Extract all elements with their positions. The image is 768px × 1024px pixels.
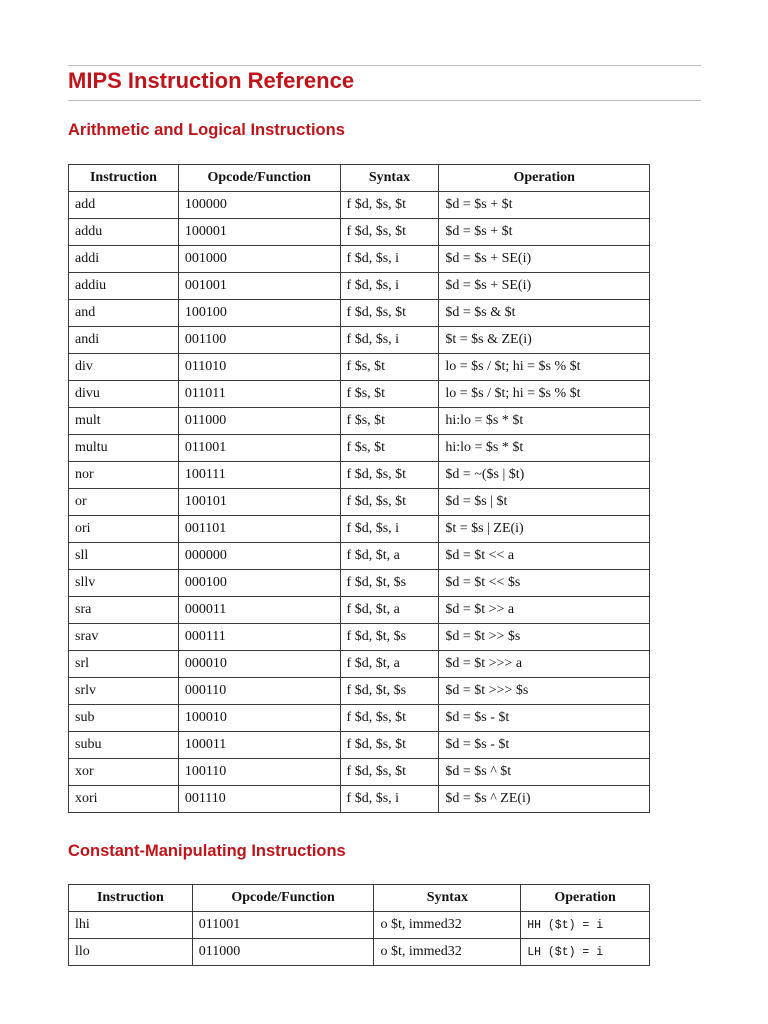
instruction-cell: or — [69, 489, 179, 516]
arithmetic-table-body — [69, 192, 650, 813]
table-row — [69, 219, 650, 246]
constant-table-body — [69, 912, 650, 966]
table-row — [69, 516, 650, 543]
operation-cell: lo = $s / $t; hi = $s % $t — [439, 354, 650, 381]
syntax-cell: f $d, $s, $t — [340, 489, 439, 516]
table-header-row — [69, 885, 650, 912]
column-header: Instruction — [69, 885, 193, 912]
opcode-cell: 011010 — [178, 354, 340, 381]
table-row — [69, 543, 650, 570]
table-row — [69, 705, 650, 732]
instruction-cell: sub — [69, 705, 179, 732]
operation-cell: HH ($t) = i — [521, 912, 650, 939]
instruction-cell: sll — [69, 543, 179, 570]
syntax-cell: f $d, $s, i — [340, 516, 439, 543]
instruction-cell: lhi — [69, 912, 193, 939]
table-row — [69, 651, 650, 678]
table-row — [69, 273, 650, 300]
instruction-cell: sllv — [69, 570, 179, 597]
syntax-cell: f $d, $s, $t — [340, 300, 439, 327]
table-row — [69, 327, 650, 354]
syntax-cell: f $s, $t — [340, 408, 439, 435]
instruction-cell: xor — [69, 759, 179, 786]
operation-cell: $d = $s + $t — [439, 219, 650, 246]
opcode-cell: 000100 — [178, 570, 340, 597]
syntax-cell: f $s, $t — [340, 381, 439, 408]
opcode-cell: 000010 — [178, 651, 340, 678]
column-header: Syntax — [340, 165, 439, 192]
table-row — [69, 408, 650, 435]
table-row — [69, 759, 650, 786]
section-heading-arithmetic: Arithmetic and Logical Instructions — [68, 121, 345, 139]
opcode-cell: 001110 — [178, 786, 340, 813]
opcode-cell: 001101 — [178, 516, 340, 543]
instruction-cell: srlv — [69, 678, 179, 705]
instruction-cell: subu — [69, 732, 179, 759]
syntax-cell: f $d, $s, $t — [340, 219, 439, 246]
operation-cell: lo = $s / $t; hi = $s % $t — [439, 381, 650, 408]
operation-cell: $d = $t >>> a — [439, 651, 650, 678]
table-row — [69, 624, 650, 651]
opcode-cell: 100110 — [178, 759, 340, 786]
operation-cell: hi:lo = $s * $t — [439, 408, 650, 435]
operation-cell: $d = $s + $t — [439, 192, 650, 219]
instruction-cell: srl — [69, 651, 179, 678]
instruction-cell: mult — [69, 408, 179, 435]
instruction-cell: addi — [69, 246, 179, 273]
operation-cell: $d = $t << $s — [439, 570, 650, 597]
syntax-cell: f $d, $s, i — [340, 786, 439, 813]
syntax-cell: f $d, $t, a — [340, 597, 439, 624]
table-row — [69, 192, 650, 219]
instruction-cell: nor — [69, 462, 179, 489]
syntax-cell: o $t, immed32 — [374, 912, 521, 939]
opcode-cell: 100101 — [178, 489, 340, 516]
instruction-cell: div — [69, 354, 179, 381]
opcode-cell: 000110 — [178, 678, 340, 705]
table-header-row — [69, 165, 650, 192]
column-header: Operation — [439, 165, 650, 192]
column-header: Instruction — [69, 165, 179, 192]
table-row — [69, 462, 650, 489]
syntax-cell: f $d, $s, $t — [340, 462, 439, 489]
syntax-cell: f $s, $t — [340, 354, 439, 381]
operation-cell: $d = $t >> $s — [439, 624, 650, 651]
table-row — [69, 354, 650, 381]
table-row — [69, 570, 650, 597]
opcode-cell: 100111 — [178, 462, 340, 489]
opcode-cell: 001001 — [178, 273, 340, 300]
operation-cell: $t = $s & ZE(i) — [439, 327, 650, 354]
operation-cell: $d = $t << a — [439, 543, 650, 570]
opcode-cell: 100100 — [178, 300, 340, 327]
opcode-cell: 011000 — [178, 408, 340, 435]
instruction-cell: addu — [69, 219, 179, 246]
instruction-cell: ori — [69, 516, 179, 543]
syntax-cell: f $d, $t, a — [340, 543, 439, 570]
instruction-cell: add — [69, 192, 179, 219]
syntax-cell: f $d, $s, i — [340, 273, 439, 300]
opcode-cell: 100011 — [178, 732, 340, 759]
syntax-cell: f $d, $s, $t — [340, 732, 439, 759]
table-row — [69, 381, 650, 408]
opcode-cell: 001000 — [178, 246, 340, 273]
table-row — [69, 732, 650, 759]
arithmetic-instructions-table — [68, 164, 650, 813]
instruction-cell: andi — [69, 327, 179, 354]
instruction-cell: and — [69, 300, 179, 327]
operation-cell: $d = $s ^ ZE(i) — [439, 786, 650, 813]
instruction-cell: xori — [69, 786, 179, 813]
operation-cell: $t = $s | ZE(i) — [439, 516, 650, 543]
operation-cell: hi:lo = $s * $t — [439, 435, 650, 462]
column-header: Operation — [521, 885, 650, 912]
syntax-cell: f $d, $s, i — [340, 327, 439, 354]
table-row — [69, 597, 650, 624]
table-row — [69, 939, 650, 966]
operation-cell: $d = $s + SE(i) — [439, 246, 650, 273]
title-underline — [68, 100, 701, 101]
opcode-cell: 100001 — [178, 219, 340, 246]
instruction-cell: llo — [69, 939, 193, 966]
table-row — [69, 912, 650, 939]
operation-cell: $d = $t >> a — [439, 597, 650, 624]
syntax-cell: f $d, $t, a — [340, 651, 439, 678]
column-header: Opcode/Function — [178, 165, 340, 192]
syntax-cell: f $s, $t — [340, 435, 439, 462]
syntax-cell: f $d, $t, $s — [340, 624, 439, 651]
operation-cell: $d = $s - $t — [439, 732, 650, 759]
opcode-cell: 100000 — [178, 192, 340, 219]
syntax-cell: f $d, $t, $s — [340, 678, 439, 705]
table-row — [69, 435, 650, 462]
instruction-cell: addiu — [69, 273, 179, 300]
instruction-cell: multu — [69, 435, 179, 462]
syntax-cell: f $d, $s, $t — [340, 759, 439, 786]
instruction-cell: sra — [69, 597, 179, 624]
opcode-cell: 011000 — [192, 939, 374, 966]
column-header: Opcode/Function — [192, 885, 374, 912]
operation-cell: $d = $s ^ $t — [439, 759, 650, 786]
operation-cell: $d = $t >>> $s — [439, 678, 650, 705]
opcode-cell: 001100 — [178, 327, 340, 354]
opcode-cell: 000111 — [178, 624, 340, 651]
syntax-cell: f $d, $s, $t — [340, 192, 439, 219]
operation-cell: $d = ~($s | $t) — [439, 462, 650, 489]
operation-cell: $d = $s | $t — [439, 489, 650, 516]
table-row — [69, 678, 650, 705]
table-row — [69, 489, 650, 516]
table-row — [69, 246, 650, 273]
opcode-cell: 000000 — [178, 543, 340, 570]
constant-instructions-table — [68, 884, 650, 966]
table-row — [69, 300, 650, 327]
table-row — [69, 786, 650, 813]
operation-cell: $d = $s + SE(i) — [439, 273, 650, 300]
operation-cell: LH ($t) = i — [521, 939, 650, 966]
opcode-cell: 100010 — [178, 705, 340, 732]
operation-cell: $d = $s & $t — [439, 300, 650, 327]
page-title: MIPS Instruction Reference — [68, 68, 355, 93]
instruction-cell: divu — [69, 381, 179, 408]
syntax-cell: o $t, immed32 — [374, 939, 521, 966]
column-header: Syntax — [374, 885, 521, 912]
opcode-cell: 000011 — [178, 597, 340, 624]
syntax-cell: f $d, $t, $s — [340, 570, 439, 597]
opcode-cell: 011011 — [178, 381, 340, 408]
section-heading-constant: Constant-Manipulating Instructions — [68, 842, 346, 860]
syntax-cell: f $d, $s, $t — [340, 705, 439, 732]
syntax-cell: f $d, $s, i — [340, 246, 439, 273]
operation-cell: $d = $s - $t — [439, 705, 650, 732]
opcode-cell: 011001 — [192, 912, 374, 939]
top-rule — [68, 65, 701, 66]
opcode-cell: 011001 — [178, 435, 340, 462]
instruction-cell: srav — [69, 624, 179, 651]
